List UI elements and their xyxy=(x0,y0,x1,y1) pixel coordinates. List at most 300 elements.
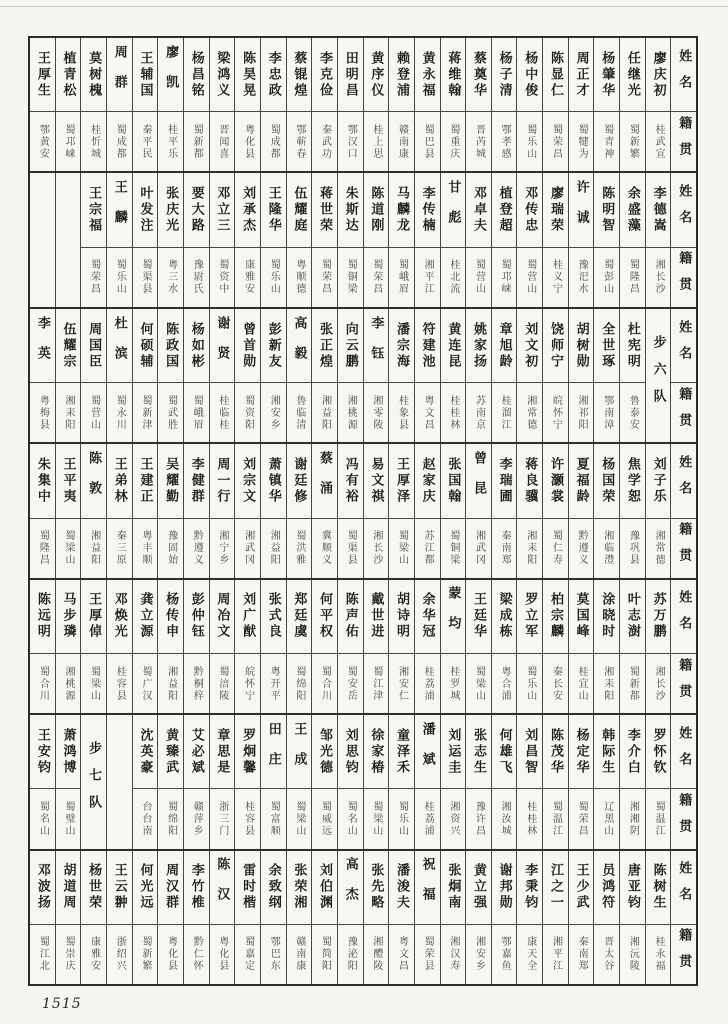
name-cell xyxy=(30,38,55,112)
native-place: 桂溜江 xyxy=(499,394,511,431)
native-place: 粤化县 xyxy=(242,123,254,160)
person-name: 高毅 xyxy=(291,315,307,376)
person-name: 叶志澍 xyxy=(624,592,640,641)
header-place-cell xyxy=(671,925,696,984)
native-place: 蜀荣昌 xyxy=(88,259,100,296)
person-name: 杨世荣 xyxy=(86,863,102,912)
native-place: 粤梅县 xyxy=(37,394,49,431)
native-place: 蜀乐山 xyxy=(396,801,408,837)
native-place: 蜀荣县 xyxy=(422,936,434,973)
person-column xyxy=(80,580,106,713)
person-column xyxy=(311,173,337,306)
name-cell xyxy=(338,309,363,383)
native-place: 蜀新繁 xyxy=(627,123,639,160)
name-cell xyxy=(646,444,671,518)
person-name: 王隆华 xyxy=(265,186,281,235)
person-column xyxy=(157,580,183,713)
native-place: 蜀营山 xyxy=(524,259,536,296)
person-name: 陈茂华 xyxy=(547,727,563,776)
person-name: 张庆光 xyxy=(163,186,179,235)
native-place: 蜀温江 xyxy=(653,801,665,837)
native-place: 赣南康 xyxy=(396,123,408,160)
person-name: 蔡奠华 xyxy=(470,50,486,99)
native-place: 蜀合川 xyxy=(37,665,49,702)
person-column xyxy=(440,38,466,171)
person-column xyxy=(337,309,363,442)
native-place: 湘常德 xyxy=(653,530,665,567)
person-name: 刘承杰 xyxy=(240,186,256,235)
person-name: 马步璘 xyxy=(60,592,76,641)
place-cell xyxy=(210,654,235,713)
place-cell xyxy=(158,789,183,848)
name-cell xyxy=(184,715,209,789)
person-column xyxy=(234,38,260,171)
person-name: 周冶文 xyxy=(214,592,230,641)
place-cell xyxy=(389,248,414,307)
name-cell xyxy=(235,715,260,789)
person-name: 沈英豪 xyxy=(137,727,153,776)
person-column xyxy=(30,715,55,848)
header-place-label: 籍贯 xyxy=(676,928,692,981)
person-name: 夏福龄 xyxy=(573,456,589,505)
native-place: 豫泌阳 xyxy=(345,936,357,973)
person-column xyxy=(491,851,517,984)
place-cell xyxy=(133,383,158,442)
header-column xyxy=(670,444,696,577)
person-name: 张志生 xyxy=(470,727,486,776)
native-place: 鲁泰安 xyxy=(627,394,639,431)
person-name: 李英 xyxy=(34,315,50,376)
header-name-cell xyxy=(671,851,696,925)
empty-column xyxy=(106,715,132,848)
name-cell xyxy=(210,851,235,925)
name-cell xyxy=(594,38,619,112)
person-name: 龚立源 xyxy=(137,592,153,641)
name-cell xyxy=(30,715,55,789)
name-cell xyxy=(620,851,645,925)
person-name: 谢贤 xyxy=(214,315,230,376)
person-name: 李竹椎 xyxy=(188,863,204,912)
name-cell xyxy=(569,715,594,789)
place-cell xyxy=(235,383,260,442)
person-name: 罗立军 xyxy=(522,592,538,641)
name-cell xyxy=(158,173,183,247)
person-column xyxy=(568,444,594,577)
person-name: 植青松 xyxy=(60,50,76,99)
person-column xyxy=(157,173,183,306)
native-place: 苏江都 xyxy=(422,530,434,567)
person-column xyxy=(414,309,440,442)
place-cell xyxy=(338,654,363,713)
person-name: 唐亚钧 xyxy=(624,863,640,912)
name-cell xyxy=(235,580,260,654)
name-cell xyxy=(81,38,106,112)
place-cell xyxy=(312,654,337,713)
header-name-label: 姓名 xyxy=(676,861,692,914)
person-column xyxy=(593,851,619,984)
place-cell xyxy=(543,112,568,171)
person-column xyxy=(593,38,619,171)
place-cell xyxy=(594,112,619,171)
native-place: 粤化县 xyxy=(216,936,228,973)
place-cell xyxy=(517,248,542,307)
name-cell xyxy=(543,173,568,247)
person-name: 王厚倬 xyxy=(86,592,102,641)
person-column xyxy=(157,444,183,577)
person-name: 周群 xyxy=(111,44,127,105)
person-name: 冯有裕 xyxy=(342,456,358,505)
person-column xyxy=(209,715,235,848)
native-place: 蜀荣昌 xyxy=(576,801,588,837)
person-name: 刘伯渊 xyxy=(317,863,333,912)
name-cell xyxy=(441,309,466,383)
native-place: 湘沅陵 xyxy=(627,936,639,973)
person-column xyxy=(234,444,260,577)
person-column xyxy=(106,580,132,713)
place-cell xyxy=(158,519,183,578)
person-column xyxy=(388,173,414,306)
native-place: 秦三原 xyxy=(114,530,126,567)
person-name: 刘宗文 xyxy=(240,456,256,505)
place-cell xyxy=(235,248,260,307)
native-place: 桂平乐 xyxy=(165,123,177,160)
person-name: 莫国峰 xyxy=(573,592,589,641)
name-cell xyxy=(364,38,389,112)
place-cell xyxy=(287,654,312,713)
person-column xyxy=(80,173,106,306)
native-place: 蜀渠县 xyxy=(139,259,151,296)
person-name: 彭仲钰 xyxy=(188,592,204,641)
native-place: 豫汜水 xyxy=(576,259,588,296)
place-cell xyxy=(338,112,363,171)
native-place: 鄂汉口 xyxy=(345,123,357,160)
name-cell xyxy=(543,715,568,789)
name-cell xyxy=(338,851,363,925)
name-cell xyxy=(364,309,389,383)
person-column xyxy=(183,851,209,984)
name-cell xyxy=(415,851,440,925)
native-place: 湘汉寿 xyxy=(447,936,459,973)
person-name: 蒋良骥 xyxy=(522,456,538,505)
person-name: 章旭龄 xyxy=(496,321,512,370)
name-cell xyxy=(210,715,235,789)
native-place: 蜀梁山 xyxy=(88,665,100,702)
person-name: 王云翀 xyxy=(111,863,127,912)
name-cell xyxy=(389,851,414,925)
place-cell xyxy=(30,654,55,713)
place-cell xyxy=(415,519,440,578)
person-column xyxy=(311,309,337,442)
person-column xyxy=(260,173,286,306)
person-name: 田庄 xyxy=(265,721,281,782)
place-cell xyxy=(594,519,619,578)
name-cell xyxy=(569,851,594,925)
native-place: 台台南 xyxy=(139,801,151,837)
person-name: 陈敦 xyxy=(86,450,102,511)
person-name: 陈昊晃 xyxy=(240,50,256,99)
person-name: 余盛藻 xyxy=(624,186,640,235)
person-name: 邹光德 xyxy=(317,727,333,776)
native-place: 湘长沙 xyxy=(370,530,382,567)
name-cell xyxy=(646,580,671,654)
person-name: 朱集中 xyxy=(34,456,50,505)
person-column xyxy=(234,580,260,713)
person-name: 周一行 xyxy=(214,456,230,505)
native-place: 冀顺义 xyxy=(319,530,331,567)
person-name: 涂晓时 xyxy=(599,592,615,641)
native-place: 浙绍兴 xyxy=(114,936,126,973)
name-cell xyxy=(466,715,491,789)
header-name-label: 姓名 xyxy=(676,725,692,778)
name-cell xyxy=(620,173,645,247)
person-name: 赵家庆 xyxy=(419,456,435,505)
place-cell xyxy=(287,519,312,578)
header-place-label: 籍贯 xyxy=(676,115,692,168)
place-cell xyxy=(261,248,286,307)
place-cell xyxy=(389,789,414,848)
native-place: 蜀铜梁 xyxy=(447,530,459,567)
native-place: 粤化县 xyxy=(165,936,177,973)
native-place: 蜀新都 xyxy=(627,665,639,702)
place-cell xyxy=(235,925,260,984)
person-column xyxy=(388,444,414,577)
native-place: 蜀营山 xyxy=(88,394,100,431)
person-column xyxy=(209,173,235,306)
person-name: 蔡涌 xyxy=(317,450,333,511)
person-column xyxy=(106,173,132,306)
person-column xyxy=(542,309,568,442)
name-cell xyxy=(107,444,132,518)
native-place: 蜀崇庆 xyxy=(62,936,74,973)
person-column xyxy=(260,38,286,171)
native-place: 秦南郑 xyxy=(576,936,588,973)
person-name: 要大路 xyxy=(188,186,204,235)
header-place-label: 籍贯 xyxy=(676,386,692,439)
person-column xyxy=(106,309,132,442)
place-cell xyxy=(81,248,106,307)
name-cell xyxy=(543,309,568,383)
place-cell xyxy=(569,112,594,171)
person-name: 吴耀勤 xyxy=(163,456,179,505)
place-cell xyxy=(441,383,466,442)
person-name: 余华冠 xyxy=(419,592,435,641)
name-cell xyxy=(235,851,260,925)
person-column xyxy=(209,851,235,984)
person-column xyxy=(30,851,55,984)
squad-label-column xyxy=(645,309,671,442)
person-name: 陈政国 xyxy=(163,321,179,370)
place-cell xyxy=(81,112,106,171)
native-place: 蜀合川 xyxy=(319,665,331,702)
native-place: 蜀江北 xyxy=(37,936,49,973)
name-cell xyxy=(184,444,209,518)
place-cell xyxy=(312,519,337,578)
native-place: 蜀绵阳 xyxy=(165,801,177,837)
place-cell xyxy=(415,383,440,442)
person-name: 章思是 xyxy=(214,727,230,776)
name-cell xyxy=(81,444,106,518)
person-name: 伍耀庭 xyxy=(291,186,307,235)
name-cell xyxy=(261,444,286,518)
native-place: 湘祁阳 xyxy=(576,394,588,431)
native-place: 湘宁乡 xyxy=(216,530,228,567)
header-place-cell xyxy=(671,789,696,848)
person-column xyxy=(337,851,363,984)
name-cell xyxy=(287,851,312,925)
person-name: 杨子清 xyxy=(496,50,512,99)
native-place: 蜀铜梁 xyxy=(345,259,357,296)
place-cell xyxy=(466,383,491,442)
person-name: 张国翰 xyxy=(445,456,461,505)
place-cell xyxy=(646,519,671,578)
native-place: 粤丰顺 xyxy=(139,530,151,567)
native-place: 蜀梁山 xyxy=(396,530,408,567)
place-cell xyxy=(107,383,132,442)
person-column xyxy=(645,580,671,713)
name-cell xyxy=(364,173,389,247)
person-column xyxy=(491,173,517,306)
native-place: 蜀邛崃 xyxy=(499,259,511,296)
header-place-cell xyxy=(671,519,696,578)
native-place: 晋闻喜 xyxy=(216,123,228,160)
name-cell xyxy=(466,173,491,247)
person-name: 曾昆 xyxy=(470,450,486,511)
person-column xyxy=(234,715,260,848)
native-place: 蜀荣昌 xyxy=(319,259,331,296)
native-place: 湘益阳 xyxy=(268,530,280,567)
native-place: 蜀资中 xyxy=(216,259,228,296)
name-cell xyxy=(466,309,491,383)
person-column xyxy=(132,444,158,577)
person-column xyxy=(183,173,209,306)
native-place: 蜀隆昌 xyxy=(37,530,49,567)
person-name: 王厚生 xyxy=(34,50,50,99)
name-cell xyxy=(389,444,414,518)
place-cell xyxy=(184,383,209,442)
name-cell xyxy=(287,173,312,247)
person-name: 朱斯达 xyxy=(342,186,358,235)
native-place: 蜀峨眉 xyxy=(191,394,203,431)
native-place: 桂北流 xyxy=(447,259,459,296)
person-column xyxy=(80,444,106,577)
person-column xyxy=(491,309,517,442)
native-place: 晋太谷 xyxy=(601,936,613,973)
person-column xyxy=(209,580,235,713)
roster-table xyxy=(28,36,698,986)
native-place: 豫固始 xyxy=(165,530,177,567)
name-cell xyxy=(441,444,466,518)
place-cell xyxy=(81,925,106,984)
place-cell xyxy=(543,789,568,848)
empty-column xyxy=(55,173,81,306)
place-cell xyxy=(441,112,466,171)
person-name: 王宗福 xyxy=(86,186,102,235)
person-name: 刘广猷 xyxy=(240,592,256,641)
person-column xyxy=(337,173,363,306)
person-name: 焦学恕 xyxy=(624,456,640,505)
person-column xyxy=(619,309,645,442)
place-cell xyxy=(492,925,517,984)
name-cell xyxy=(287,309,312,383)
native-place: 康雅安 xyxy=(88,936,100,973)
place-cell xyxy=(543,248,568,307)
squad-label: 步七队 xyxy=(86,741,102,823)
place-cell xyxy=(338,383,363,442)
name-cell xyxy=(441,38,466,112)
person-column xyxy=(80,851,106,984)
native-place: 湘安乡 xyxy=(473,936,485,973)
native-place: 蜀邛崃 xyxy=(62,123,74,160)
name-cell xyxy=(594,851,619,925)
person-column xyxy=(568,173,594,306)
place-cell xyxy=(466,519,491,578)
person-name: 邓波扬 xyxy=(34,863,50,912)
native-place: 蜀广汉 xyxy=(139,665,151,702)
native-place: 湘桃源 xyxy=(62,665,74,702)
native-place: 鄂巴东 xyxy=(268,936,280,973)
name-cell xyxy=(415,38,440,112)
name-cell xyxy=(235,38,260,112)
native-place: 蜀荣昌 xyxy=(370,259,382,296)
person-name: 廖凯 xyxy=(163,44,179,105)
native-place: 赣萍乡 xyxy=(191,801,203,837)
native-place: 桂桂林 xyxy=(524,801,536,837)
place-cell xyxy=(466,112,491,171)
person-column xyxy=(183,715,209,848)
person-column xyxy=(593,580,619,713)
native-place: 桂武宣 xyxy=(653,123,665,160)
person-column xyxy=(619,580,645,713)
person-name: 陈树生 xyxy=(650,863,666,912)
place-cell xyxy=(620,383,645,442)
name-cell xyxy=(133,851,158,925)
person-column xyxy=(234,309,260,442)
person-column xyxy=(30,580,55,713)
person-column xyxy=(55,38,81,171)
person-column xyxy=(30,309,55,442)
native-place: 桂临桂 xyxy=(216,394,228,431)
native-place: 蜀威远 xyxy=(319,801,331,837)
name-cell xyxy=(235,309,260,383)
person-column xyxy=(516,580,542,713)
name-cell xyxy=(81,173,106,247)
native-place: 桂义宁 xyxy=(550,259,562,296)
place-cell xyxy=(620,789,645,848)
squad-label-column xyxy=(80,715,106,848)
person-name: 徐家椿 xyxy=(368,727,384,776)
person-column xyxy=(414,444,440,577)
person-name: 杨国荣 xyxy=(599,456,615,505)
person-column xyxy=(593,715,619,848)
place-cell xyxy=(81,383,106,442)
native-place: 蜀重庆 xyxy=(447,123,459,160)
native-place: 康天全 xyxy=(524,936,536,973)
person-name: 刘子乐 xyxy=(650,456,666,505)
person-column xyxy=(260,715,286,848)
person-column xyxy=(516,851,542,984)
place-cell xyxy=(569,248,594,307)
person-name: 叶发注 xyxy=(137,186,153,235)
person-column xyxy=(619,173,645,306)
person-name: 何平权 xyxy=(317,592,333,641)
native-place: 鄂蕲春 xyxy=(293,123,305,160)
name-cell xyxy=(594,173,619,247)
person-name: 黄臻武 xyxy=(163,727,179,776)
native-place: 蜀梁山 xyxy=(62,530,74,567)
place-cell xyxy=(56,789,81,848)
native-place: 蜀成都 xyxy=(268,123,280,160)
person-column xyxy=(645,851,671,984)
